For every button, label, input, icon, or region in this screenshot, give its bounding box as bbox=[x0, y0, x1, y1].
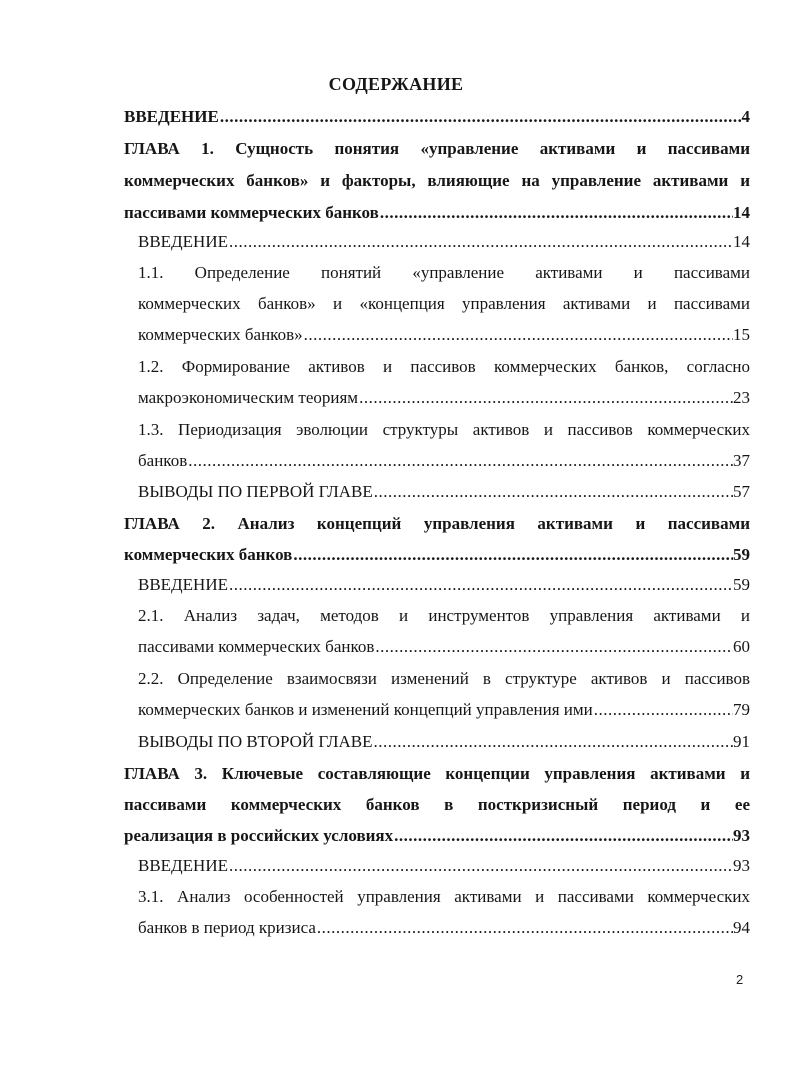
toc-page-number: 94 bbox=[733, 918, 750, 937]
toc-entry-label: ВВЕДЕНИЕ bbox=[138, 575, 228, 594]
toc-entry-label: ВЫВОДЫ ПО ВТОРОЙ ГЛАВЕ bbox=[138, 732, 373, 751]
toc-chapter-3-line-3[interactable] bbox=[124, 824, 750, 848]
toc-entry-label: пассивами коммерческих банков bbox=[124, 203, 379, 222]
toc-page-number: 14 bbox=[733, 232, 750, 251]
dot-leader bbox=[379, 201, 733, 225]
toc-chapter-1-line-1[interactable]: ГЛАВА 1. Сущность понятия «управление активами и пассивами bbox=[124, 139, 750, 158]
toc-section-2-2-line-1[interactable]: 2.2. Определение взаимосвязи изменений в структуре активов и пассивов bbox=[138, 669, 750, 688]
toc-chapter-3-line-2[interactable]: пассивами коммерческих банков в посткризисный период и ее bbox=[124, 795, 750, 814]
toc-chapter-2-line-2[interactable] bbox=[124, 543, 750, 567]
toc-entry-label: коммерческих банков» bbox=[138, 325, 303, 344]
toc-section-2-1-line-1[interactable]: 2.1. Анализ задач, методов и инструментов управления активами и bbox=[138, 606, 750, 625]
toc-section-3-1-line-2[interactable] bbox=[138, 916, 750, 940]
toc-section-2-2-line-2[interactable] bbox=[138, 698, 750, 722]
toc-entry-label: ВВЕДЕНИЕ bbox=[124, 107, 219, 126]
toc-entry-label: коммерческих банков bbox=[124, 545, 293, 564]
dot-leader bbox=[374, 635, 733, 659]
toc-entry-label: ВВЕДЕНИЕ bbox=[138, 232, 228, 251]
toc-section-1-1-line-3[interactable] bbox=[138, 323, 750, 347]
dot-leader bbox=[316, 916, 733, 940]
toc-section-1-1-line-2[interactable]: коммерческих банков» и «концепция управления активами и пассивами bbox=[138, 294, 750, 313]
toc-page-number: 79 bbox=[733, 700, 750, 719]
toc-chapter-2-line-1[interactable]: ГЛАВА 2. Анализ концепций управления активами и пассивами bbox=[124, 514, 750, 533]
toc-entry-label: банков в период кризиса bbox=[138, 918, 316, 937]
toc-section-1-3-line-2[interactable] bbox=[138, 449, 750, 473]
dot-leader bbox=[358, 386, 733, 410]
toc-page-number: 37 bbox=[733, 451, 750, 470]
toc-page-number: 59 bbox=[733, 545, 750, 564]
page-title: СОДЕРЖАНИЕ bbox=[328, 74, 464, 94]
toc-section-2-1-line-2[interactable] bbox=[138, 635, 750, 659]
toc-page-number: 15 bbox=[733, 325, 750, 344]
toc-chapter-1-line-2[interactable]: коммерческих банков» и факторы, влияющие на управление активами и bbox=[124, 171, 750, 190]
toc-entry-label: пассивами коммерческих банков bbox=[138, 637, 375, 656]
dot-leader bbox=[373, 730, 733, 754]
toc-page-number: 60 bbox=[733, 637, 750, 656]
toc-page-number: 59 bbox=[733, 575, 750, 594]
toc-page-number: 93 bbox=[733, 856, 750, 875]
page-number: 2 bbox=[736, 972, 744, 987]
dot-leader bbox=[228, 230, 733, 254]
toc-page-number: 91 bbox=[733, 732, 750, 751]
toc-section-1-1-line-1[interactable]: 1.1. Определение понятий «управление активами и пассивами bbox=[138, 263, 750, 282]
dot-leader bbox=[373, 480, 733, 504]
toc-entry-label: коммерческих банков и изменений концепций управления ими bbox=[138, 700, 593, 719]
toc-entry-label: макроэкономическим теориям bbox=[138, 388, 359, 407]
toc-page-number: 14 bbox=[733, 203, 750, 222]
toc-page-number: 23 bbox=[733, 388, 750, 407]
toc-chapter-3-line-1[interactable]: ГЛАВА 3. Ключевые составляющие концепции управления активами и bbox=[124, 764, 750, 783]
toc-section-3-1-line-1[interactable]: 3.1. Анализ особенностей управления активами и пассивами коммерческих bbox=[138, 887, 750, 906]
dot-leader bbox=[228, 573, 733, 597]
dot-leader bbox=[187, 449, 733, 473]
toc-page-number: 93 bbox=[733, 826, 750, 845]
toc-entry-label: ВЫВОДЫ ПО ПЕРВОЙ ГЛАВЕ bbox=[138, 482, 373, 501]
dot-leader bbox=[219, 105, 742, 129]
dot-leader bbox=[303, 323, 733, 347]
dot-leader bbox=[593, 698, 733, 722]
toc-chapter-1-line-3[interactable] bbox=[124, 201, 750, 225]
toc-chapter-3-introduction[interactable] bbox=[138, 854, 750, 878]
dot-leader bbox=[393, 824, 733, 848]
toc-chapter-2-conclusions[interactable] bbox=[138, 730, 750, 754]
toc-chapter-1-conclusions[interactable] bbox=[138, 480, 750, 504]
toc-chapter-1-introduction[interactable] bbox=[138, 230, 750, 254]
toc-section-1-3-line-1[interactable]: 1.3. Периодизация эволюции структуры активов и пассивов коммерческих bbox=[138, 420, 750, 439]
toc-entry-label: банков bbox=[138, 451, 188, 470]
toc-page-number: 57 bbox=[733, 482, 750, 501]
toc-entry-label: ВВЕДЕНИЕ bbox=[138, 856, 228, 875]
toc-entry-introduction[interactable] bbox=[124, 105, 750, 129]
toc-section-1-2-line-1[interactable]: 1.2. Формирование активов и пассивов коммерческих банков, согласно bbox=[138, 357, 750, 376]
dot-leader bbox=[292, 543, 733, 567]
toc-page-number: 4 bbox=[741, 107, 750, 126]
toc-section-1-2-line-2[interactable] bbox=[138, 386, 750, 410]
toc-entry-label: реализация в российских условиях bbox=[124, 826, 394, 845]
dot-leader bbox=[228, 854, 733, 878]
toc-chapter-2-introduction[interactable] bbox=[138, 573, 750, 597]
